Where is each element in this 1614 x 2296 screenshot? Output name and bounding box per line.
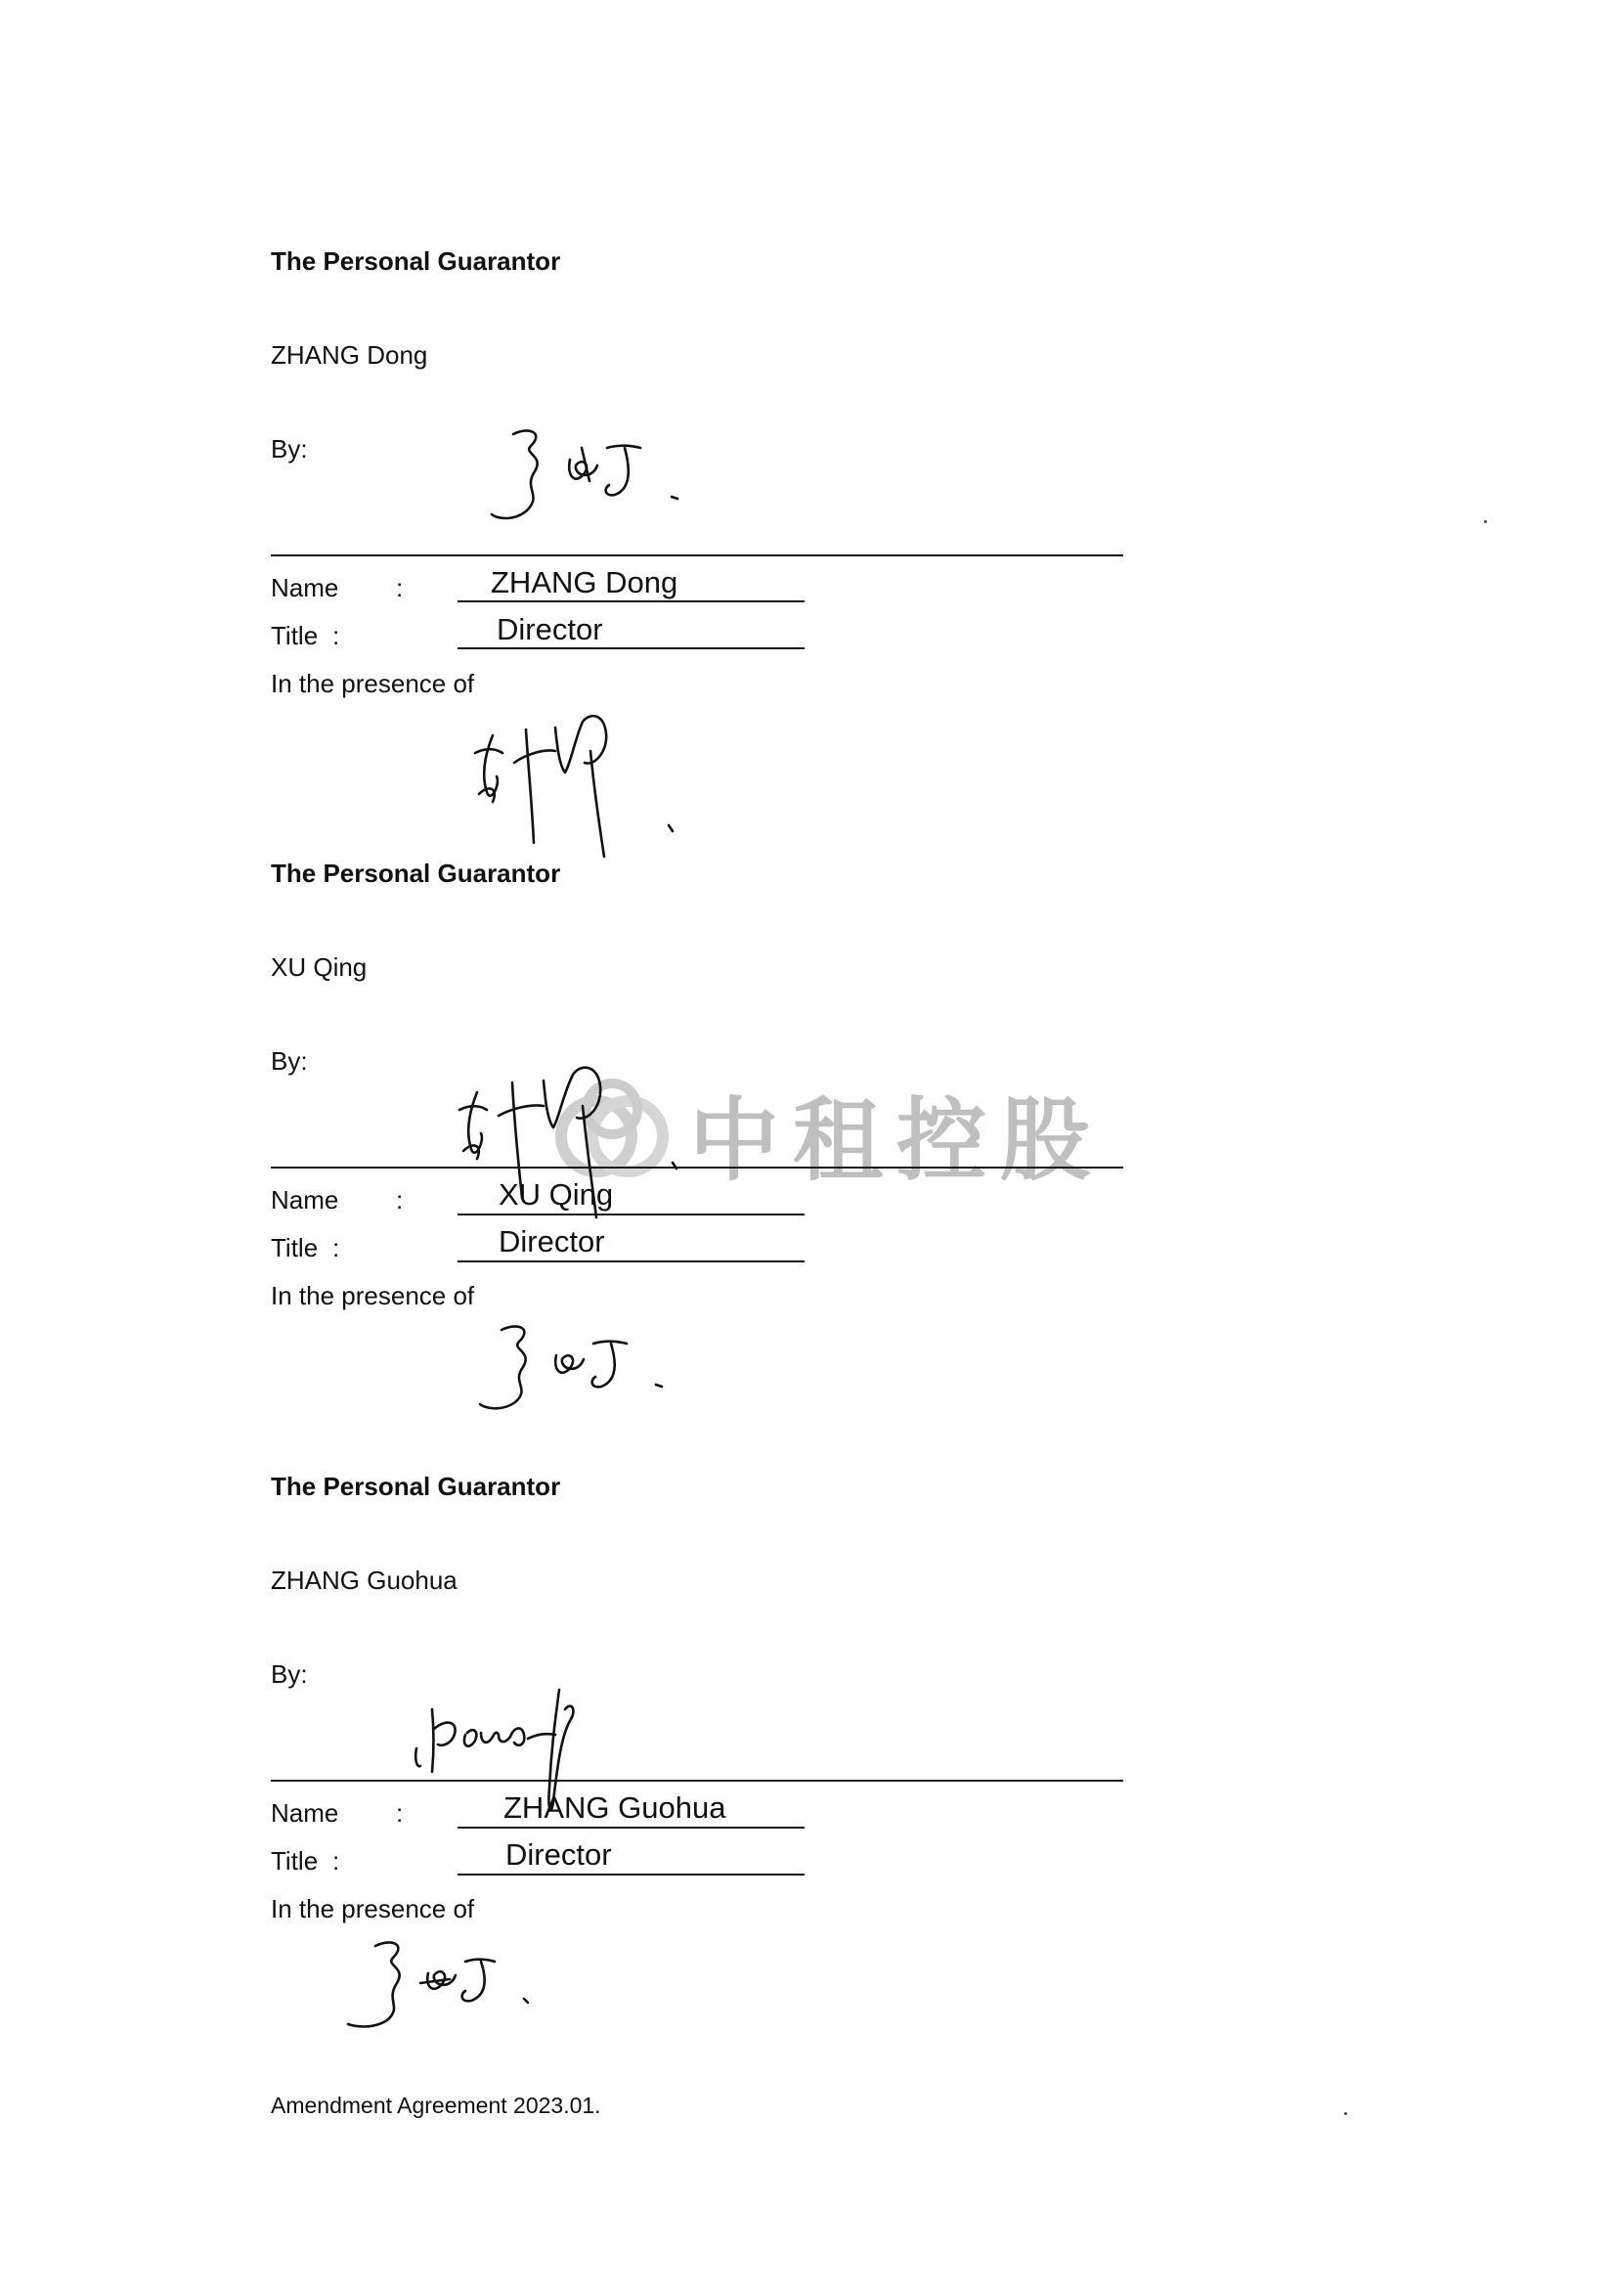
scan-speck xyxy=(1344,2112,1347,2115)
witness-signature-zhang-dong xyxy=(474,1318,699,1426)
presence-label: In the presence of xyxy=(271,1894,475,1923)
name-value: ZHANG Dong xyxy=(491,565,678,599)
name-underline xyxy=(458,600,805,602)
title-label: Title xyxy=(271,1846,319,1876)
name-label: Name xyxy=(271,573,339,602)
witness-signature-xu-qing xyxy=(467,694,692,870)
title-colon: : xyxy=(332,1846,340,1876)
scan-speck xyxy=(1484,520,1487,523)
witness-signature-zhang-dong xyxy=(344,1934,549,2042)
name-label: Name xyxy=(271,1185,339,1214)
name-value: ZHANG Guohua xyxy=(503,1790,726,1825)
title-value: Director xyxy=(497,612,603,646)
name-label: Name xyxy=(271,1798,339,1828)
presence-label: In the presence of xyxy=(271,1281,475,1310)
party-name: XU Qing xyxy=(271,952,368,982)
title-underline xyxy=(458,1260,805,1262)
block-heading: The Personal Guarantor xyxy=(271,859,561,888)
block-heading: The Personal Guarantor xyxy=(271,246,561,276)
document-footer: Amendment Agreement 2023.01. xyxy=(271,2093,601,2118)
by-label: By: xyxy=(271,434,308,464)
title-colon: : xyxy=(332,1233,340,1262)
title-value: Director xyxy=(499,1224,605,1258)
title-underline xyxy=(458,1874,805,1876)
title-value: Director xyxy=(505,1837,612,1872)
block-heading: The Personal Guarantor xyxy=(271,1472,561,1501)
watermark-text: 中租控股 xyxy=(689,1088,1105,1193)
by-label: By: xyxy=(271,1659,308,1689)
title-label: Title xyxy=(271,1233,319,1262)
signature-line xyxy=(271,1780,1123,1782)
presence-label: In the presence of xyxy=(271,669,475,698)
party-name: ZHANG Dong xyxy=(271,340,428,370)
name-colon: : xyxy=(396,1185,404,1214)
signature-line xyxy=(271,1167,1123,1169)
by-label: By: xyxy=(271,1046,308,1076)
signature-line xyxy=(271,554,1123,556)
title-colon: : xyxy=(332,621,340,650)
name-value: XU Qing xyxy=(499,1177,614,1212)
title-underline xyxy=(458,647,805,649)
party-name: ZHANG Guohua xyxy=(271,1566,458,1595)
name-underline xyxy=(458,1827,805,1829)
name-colon: : xyxy=(396,1798,404,1828)
signature-zhang-dong xyxy=(484,420,709,538)
name-colon: : xyxy=(396,573,404,602)
title-label: Title xyxy=(271,621,319,650)
name-underline xyxy=(458,1214,805,1215)
